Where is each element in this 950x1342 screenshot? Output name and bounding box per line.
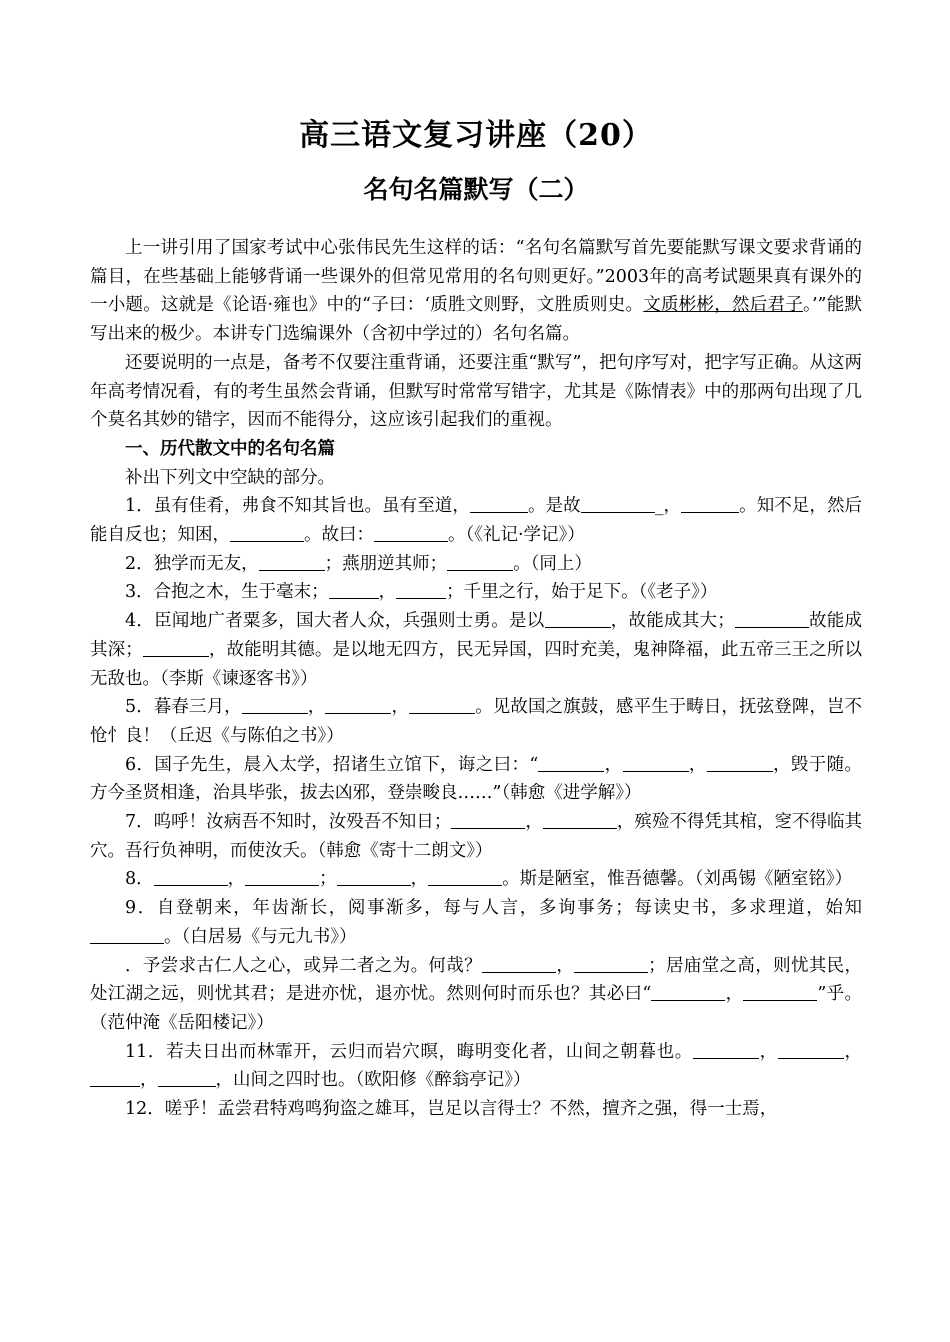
answer-blank[interactable]: [154, 867, 228, 886]
intro-paragraph-1: 上一讲引用了国家考试中心张伟民先生这样的话：“名句名篇默写首先要能默写课文要求背诵的篇目，在些基础上能够背诵一些课外的但常见常用的名句则更好。”2003年的高考试题果真有课外的一小题。这就是《论语·雍也》中的“子曰：‘质胜文则野，文胜质则史。文质彬彬，然后君子。’”能默写出来的极少。本讲专门选编课外（含初中学过的）名句名篇。: [90, 238, 863, 345]
answer-blank[interactable]: [693, 1040, 759, 1059]
question-1: 1．虽有佳肴，弗食不知其旨也。虽有至道， 。是故 _， 。知不足，然后能自反也；知困， 。故曰： 。（《礼记·学记》）: [90, 496, 863, 546]
underlined-answer: 文质彬彬，然后君子: [643, 295, 803, 316]
answer-blank[interactable]: [545, 609, 611, 628]
answer-blank[interactable]: [543, 810, 617, 829]
question-8: 8． ， ； ， 。斯是陋室，惟吾德馨。（刘禹锡《陋室铭》）: [125, 869, 853, 890]
section-instruction: 补出下列文中空缺的部分。: [125, 467, 335, 488]
answer-blank[interactable]: [374, 523, 448, 542]
answer-blank[interactable]: [538, 753, 604, 772]
answer-blank[interactable]: [230, 523, 304, 542]
answer-blank[interactable]: [245, 867, 319, 886]
question-11: 11．若夫日出而林霏开，云归而岩穴暝，晦明变化者，山间之朝暮也。 ， ，， ，山间之四时也。（欧阳修《醉翁亭记》）: [90, 1038, 862, 1095]
answer-blank[interactable]: [574, 954, 648, 973]
document-body: [90, 234, 862, 1124]
answer-blank[interactable]: [681, 494, 739, 513]
question-2: 2．独学而无友， ；燕朋逆其师； 。（同上）: [125, 553, 592, 574]
question-10: ．予尝求古仁人之心，或异二者之为。何哉？ ， ；居庙堂之高，则忧其民，处江湖之远，则忧其君；是进亦忧，退亦忧。然则何时而乐也？其必曰“ ， ”乎。（范仲淹《岳阳楼记》）: [90, 955, 863, 1033]
question-6: 6．国子先生，晨入太学，招诸生立馆下，诲之曰：“ ， ， ，毁于随。方今圣贤相逢，治具毕张，拔去凶邪，登崇畯良……”（韩愈《进学解》）: [90, 754, 863, 804]
intro-paragraph-2: 还要说明的一点是，备考不仅要注重背诵，还要注重“默写”，把句序写对，把字写正确。从这两年高考情况看，有的考生虽然会背诵，但默写时常常写错字，尤其是《陈情表》中的那两句出现了几个莫名其妙的错字，因而不能得分，这应该引起我们的重视。: [90, 352, 862, 431]
answer-blank[interactable]: [482, 954, 556, 973]
answer-blank[interactable]: [735, 609, 809, 628]
answer-blank[interactable]: [447, 552, 513, 571]
page-title: 高三语文复习讲座（20）: [299, 118, 653, 153]
question-4: 4．臣闻地广者粟多，国大者人众，兵强则士勇。是以 ，故能成其大； 故能成其深； ，故能明其德。是以地无四方，民无异国，四时充美，鬼神降福，此五帝三王之所以无敌也。（李斯《谏逐客书》）: [90, 611, 863, 689]
question-9: 9．自登朝来，年齿渐长，阅事渐多，每与人言，多询事务；每读史书，多求理道，始知。（白居易《与元九书》）: [90, 894, 862, 951]
answer-blank[interactable]: [707, 753, 773, 772]
answer-blank[interactable]: [428, 867, 502, 886]
answer-blank[interactable]: [259, 552, 325, 571]
section-heading: 一、历代散文中的名句名篇: [125, 438, 335, 459]
question-3: 3．合抱之木，生于毫末； ， ；千里之行，始于足下。（《老子》）: [125, 582, 718, 603]
answer-blank[interactable]: [325, 695, 391, 714]
answer-blank[interactable]: [158, 1068, 216, 1087]
answer-blank[interactable]: [329, 580, 379, 599]
question-7: 7．呜呼！汝病吾不知时，汝殁吾不知日； ， ，殡殓不得凭其棺，窆不得临其穴。吾行负神明，而使汝夭。（韩愈《寄十二朗文》）: [90, 812, 863, 861]
answer-blank[interactable]: [470, 494, 528, 513]
answer-blank[interactable]: [337, 867, 411, 886]
answer-blank[interactable]: [143, 638, 209, 657]
answer-blank[interactable]: [651, 982, 725, 1001]
answer-blank[interactable]: [242, 695, 308, 714]
answer-blank[interactable]: [743, 982, 817, 1001]
page-subtitle: 名句名篇默写（二）: [363, 175, 589, 204]
question-12: 12．嗟乎！孟尝君特鸡鸣狗盗之雄耳，岂足以言得士？不然，擅齐之强，得一士焉，: [125, 1099, 778, 1120]
question-5: 5．暮春三月， ， ， 。见故国之旗鼓，感平生于畴日，抚弦登陴，岂不怆忄良！（丘迟《与陈伯之书》）: [90, 697, 863, 746]
answer-blank[interactable]: [581, 494, 655, 513]
answer-blank[interactable]: [409, 695, 475, 714]
answer-blank[interactable]: [623, 753, 689, 772]
answer-blank[interactable]: [778, 1040, 844, 1059]
answer-blank[interactable]: [90, 1068, 140, 1087]
document-page: [90, 112, 862, 1124]
answer-blank[interactable]: [396, 580, 446, 599]
answer-blank[interactable]: [451, 810, 525, 829]
answer-blank[interactable]: [90, 925, 164, 944]
